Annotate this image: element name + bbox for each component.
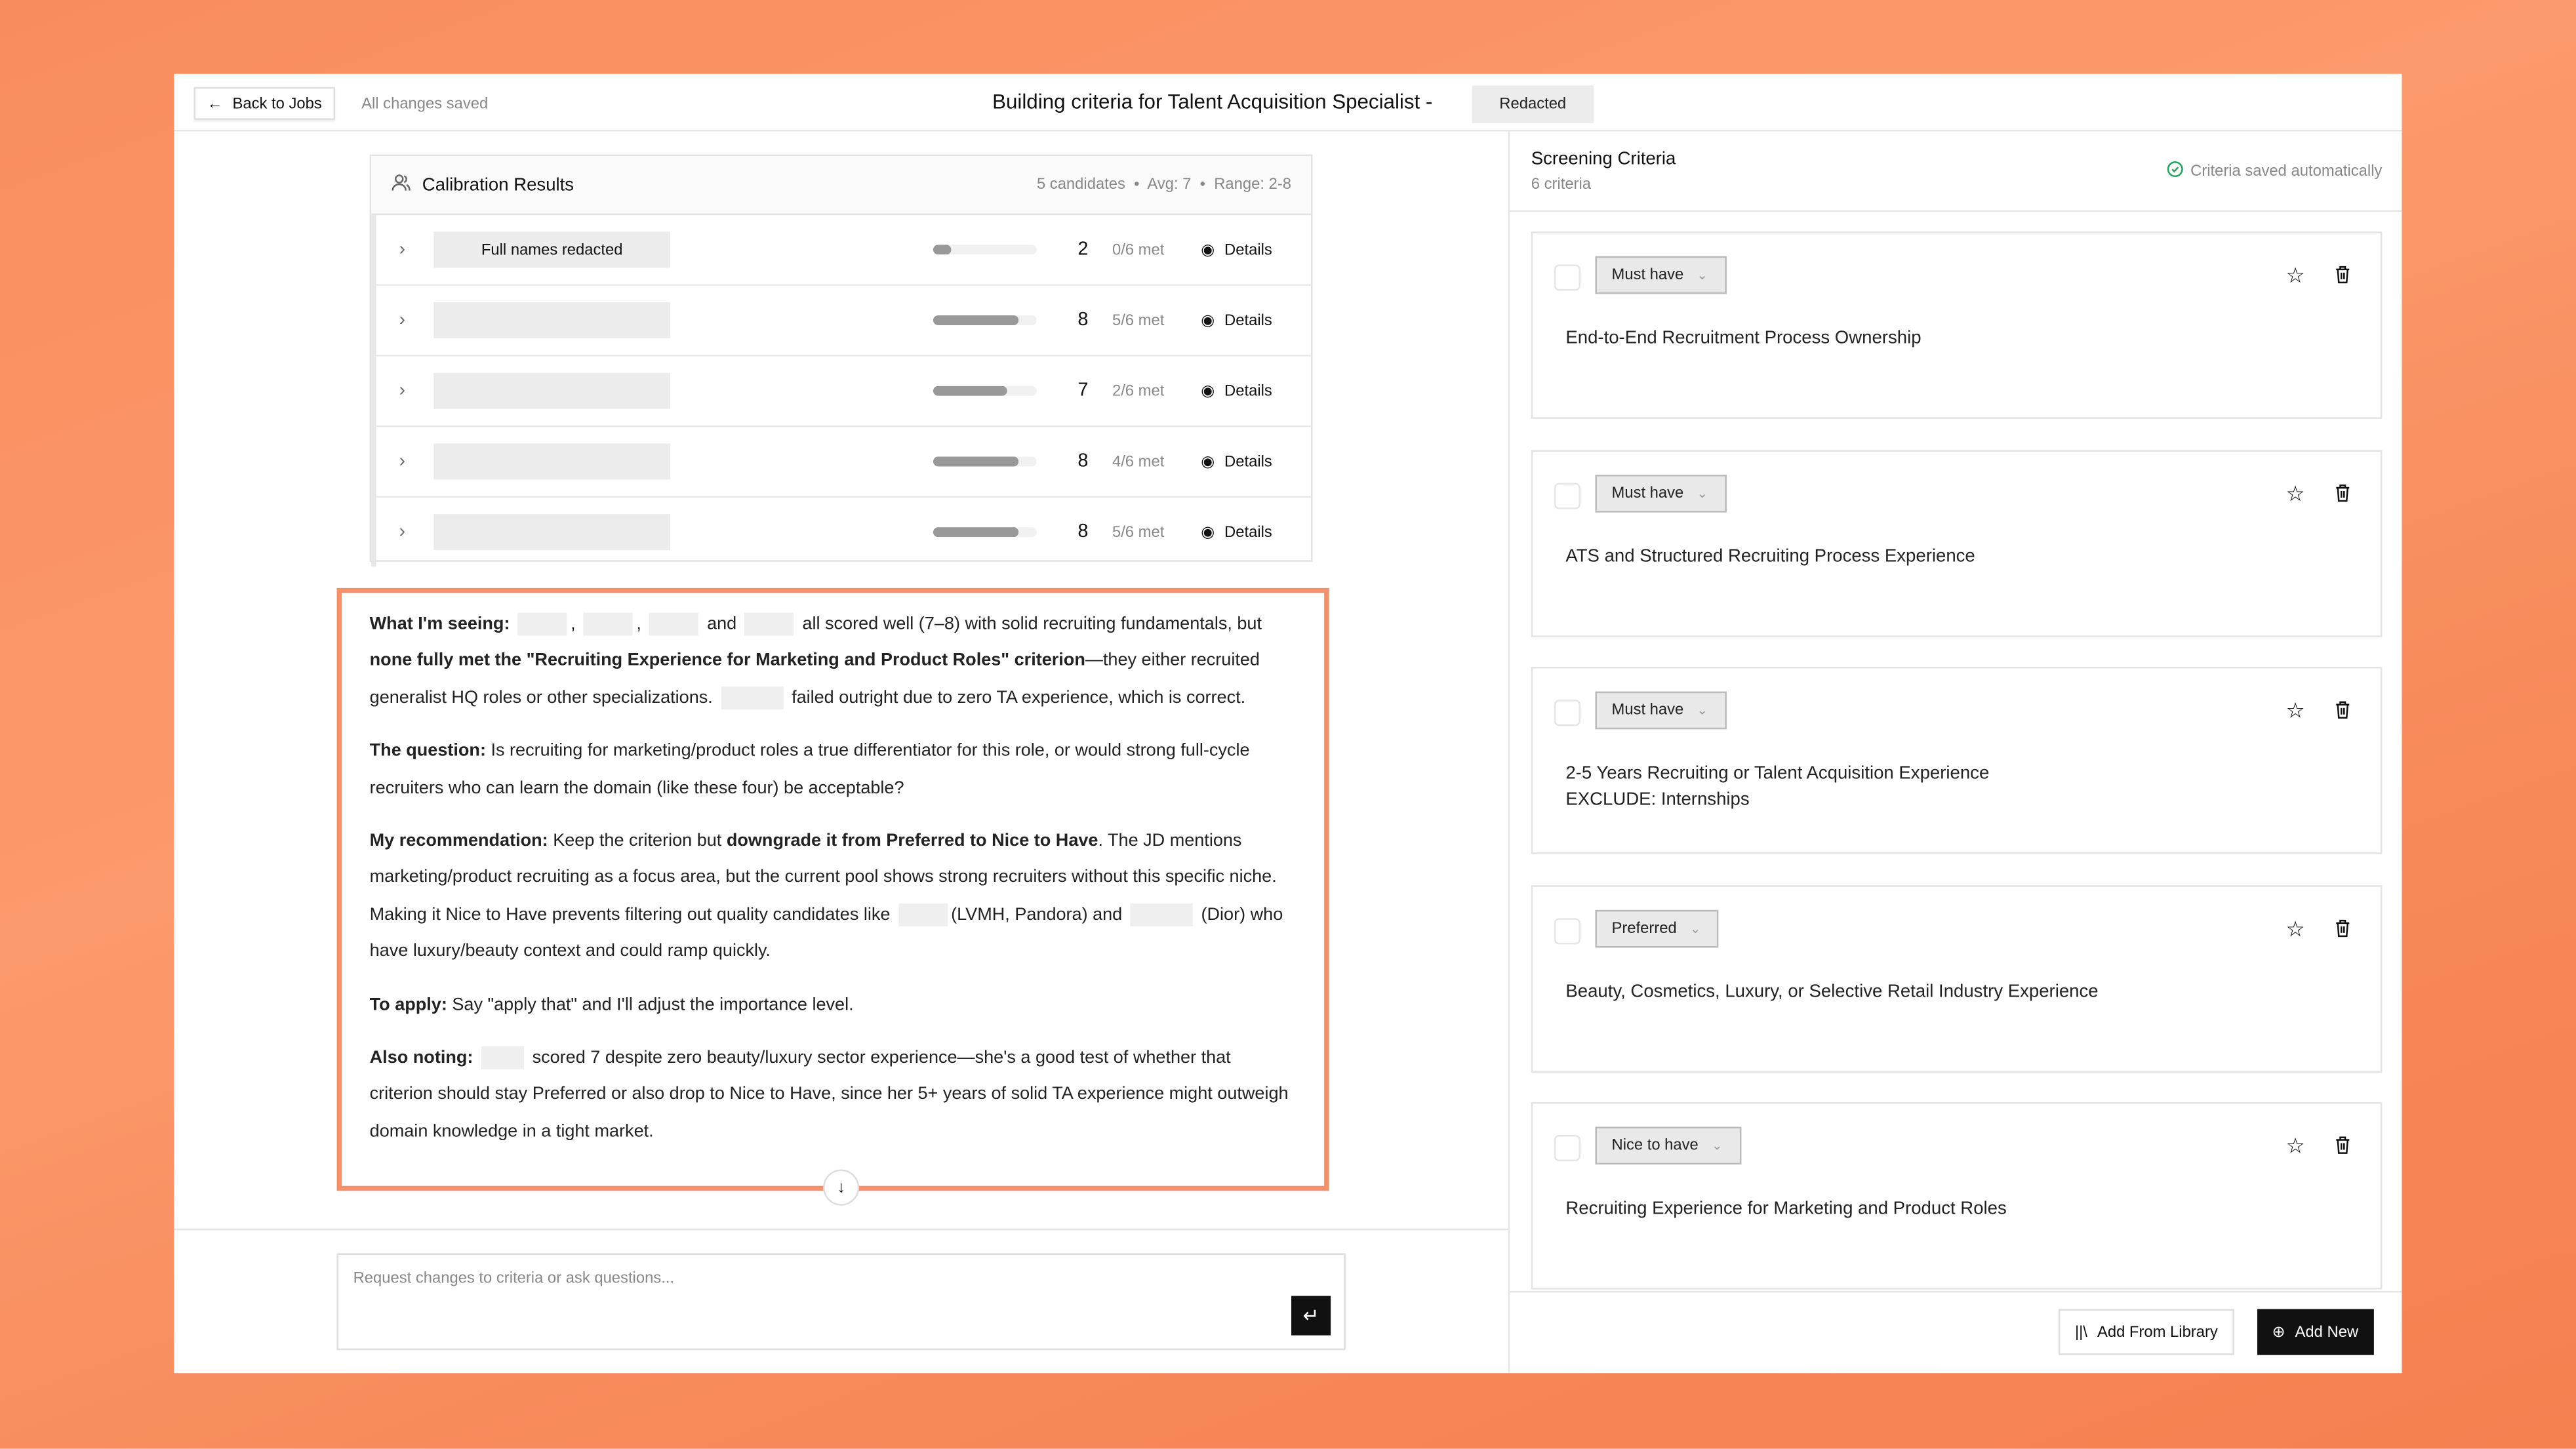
back-label: Back to Jobs	[232, 94, 322, 113]
details-label: Details	[1224, 311, 1272, 330]
criteria-pane	[1510, 131, 2402, 1373]
auto-save-label: Criteria saved automatically	[2190, 163, 2383, 181]
criteria-title: Screening Criteria	[1531, 149, 1676, 170]
redacted-name	[518, 613, 567, 636]
criterion-card	[1531, 884, 2383, 1072]
candidate-name-redacted	[433, 514, 670, 550]
eye-icon: ◉	[1201, 523, 1215, 542]
trash-icon[interactable]	[2335, 481, 2351, 510]
send-button[interactable]	[1291, 1296, 1331, 1336]
trash-icon[interactable]	[2335, 263, 2351, 292]
text: scored 7 despite zero beauty/luxury sector experience—she's a good test of whether that criterion should stay Preferred or also drop to Nice to Have, since her 5+ years of solid TA experience might outweigh domain knowledge in a tight market.	[369, 1048, 1289, 1141]
candidate-row[interactable]	[371, 427, 1311, 498]
importance-dropdown[interactable]	[1595, 692, 1725, 730]
text: Say "apply that" and I'll adjust the importance level.	[452, 995, 854, 1015]
page-title: Building criteria for Talent Acquisition Specialist -	[992, 90, 1433, 113]
details-label: Details	[1224, 240, 1272, 259]
add-from-library-button[interactable]	[2059, 1309, 2234, 1355]
eye-icon: ◉	[1201, 452, 1215, 471]
text: and	[707, 614, 737, 634]
importance-dropdown[interactable]	[1595, 256, 1725, 294]
chevron-down-icon: ⌄	[1697, 703, 1708, 718]
chevron-down-icon: ⌄	[1697, 485, 1708, 500]
score-bar-fill	[933, 456, 1018, 466]
score-bar	[933, 456, 1037, 466]
candidate-count: 5 candidates	[1036, 176, 1125, 194]
criterion-checkbox[interactable]	[1554, 482, 1580, 508]
candidate-score: 8	[1077, 522, 1089, 542]
arrow-down-icon: ↓	[837, 1178, 845, 1197]
text: none fully met the "Recruiting Experience for Marketing and Product Roles" criterion	[369, 651, 1085, 671]
redacted-name	[481, 1046, 524, 1069]
candidate-score: 7	[1077, 381, 1089, 401]
criteria-met: 5/6 met	[1112, 311, 1165, 330]
candidate-row[interactable]	[371, 286, 1311, 357]
arrow-left-icon: ←	[207, 94, 223, 113]
title-redacted-badge: Redacted	[1472, 85, 1594, 123]
criterion-card	[1531, 231, 2383, 419]
criterion-text[interactable]	[1565, 1196, 2006, 1222]
criterion-checkbox[interactable]	[1554, 1135, 1580, 1161]
chevron-down-icon: ⌄	[1689, 921, 1701, 936]
text: failed outright due to zero TA experience, which is correct.	[792, 688, 1246, 708]
importance-value: Preferred	[1611, 919, 1677, 938]
eye-icon: ◉	[1201, 240, 1215, 259]
score-bar-fill	[933, 245, 952, 254]
star-icon[interactable]: ☆	[2285, 1133, 2305, 1159]
importance-dropdown[interactable]	[1595, 909, 1719, 947]
criterion-title: End-to-End Recruitment Process Ownership	[1565, 328, 1922, 349]
eye-icon: ◉	[1201, 311, 1215, 330]
trash-icon[interactable]	[2335, 698, 2351, 728]
criterion-card	[1531, 449, 2383, 637]
candidate-name-redacted	[433, 302, 670, 338]
star-icon[interactable]: ☆	[2285, 915, 2305, 941]
score-bar	[933, 386, 1037, 396]
chat-pane	[174, 131, 1510, 1373]
chevron-right-icon[interactable]: ›	[399, 522, 405, 542]
importance-dropdown[interactable]	[1595, 474, 1725, 512]
label: Also noting:	[369, 1048, 473, 1068]
text: . The JD mentions marketing/product recruiting as a focus area, but the current pool shows strong recruiters without this specific niche. Making it Nice to Have prevents filtering out quality candidates like	[369, 831, 1277, 924]
text: (Dior) who have luxury/beauty context and could ramp quickly.	[369, 904, 1283, 962]
text: Keep the criterion but	[553, 831, 722, 851]
criterion-title: ATS and Structured Recruiting Process Experience	[1565, 546, 1975, 566]
calibration-header	[371, 156, 1311, 215]
criterion-checkbox[interactable]	[1554, 917, 1580, 943]
text: (LVMH, Pandora) and	[951, 904, 1123, 924]
criterion-title: Beauty, Cosmetics, Luxury, or Selective Retail Industry Experience	[1565, 981, 2099, 1001]
criterion-text[interactable]	[1565, 761, 1989, 813]
eye-icon: ◉	[1201, 382, 1215, 400]
save-status: All changes saved	[361, 95, 489, 113]
calibration-results-card	[370, 154, 1313, 561]
score-bar-fill	[933, 315, 1018, 325]
candidate-name-redacted	[433, 373, 670, 409]
criterion-text[interactable]	[1565, 325, 1921, 351]
library-icon: ||\	[2074, 1322, 2087, 1341]
users-icon	[391, 173, 411, 196]
score-bar	[933, 315, 1037, 325]
add-new-button[interactable]	[2257, 1309, 2373, 1355]
importance-value: Nice to have	[1611, 1136, 1699, 1155]
top-bar	[174, 74, 2402, 132]
details-button[interactable]	[1201, 241, 1272, 259]
label: Add New	[2295, 1322, 2359, 1341]
redacted-name	[745, 613, 794, 636]
assistant-message: What I'm seeing: , , and all scored well (7–8) with solid recruiting fundamentals, but none fully met the "Recruiting Experience for Marketing and Product Roles" criterion—they either recruited generalist HQ roles or other specializations. failed outright due to zero TA experience, which is correct. The question: Is recruiting for marketing/product roles a true differentiator for this role, or would strong full-cycle recruiters who can learn the domain (like these four) be acceptable? My recommendation: Keep the criterion but downgrade it from Preferred to Nice to Have. The JD mentions marketing/product recruiting as a focus area, but the current pool shows strong recruiters without this specific niche. Making it Nice to Have prevents filtering out quality candidates like (LVMH, Pandora) and (Dior) who have luxury/beauty context and could ramp quickly. To apply: Say "apply that" and I'll adjust the importance level. Also noting: scored 7 despite zero beauty/luxury sector experience—she's a good test of whether that criterion should stay Preferred or also drop to Nice to Have, since her 5+ years of solid TA experience might outweigh domain knowledge in a tight market.	[337, 588, 1329, 1191]
chevron-right-icon[interactable]: ›	[399, 451, 405, 471]
chevron-down-icon: ⌄	[1711, 1138, 1723, 1153]
score-range: Range: 2-8	[1214, 176, 1292, 194]
criterion-note: EXCLUDE: Internships	[1565, 789, 1750, 810]
importance-value: Must have	[1611, 701, 1684, 720]
score-bar-fill	[933, 527, 1018, 537]
criteria-header	[1510, 131, 2402, 212]
app-window	[174, 74, 2402, 1374]
details-button[interactable]	[1201, 452, 1272, 471]
plus-circle-icon: ⊕	[2272, 1322, 2285, 1341]
avg-score: Avg: 7	[1147, 176, 1192, 194]
criteria-met: 0/6 met	[1112, 240, 1165, 259]
importance-value: Must have	[1611, 266, 1684, 285]
criterion-text[interactable]	[1565, 978, 2098, 1004]
candidate-score: 8	[1077, 451, 1089, 471]
scroll-down-button[interactable]	[823, 1170, 859, 1206]
criteria-met: 2/6 met	[1112, 382, 1165, 400]
criteria-met: 5/6 met	[1112, 523, 1165, 542]
star-icon[interactable]: ☆	[2285, 262, 2305, 288]
check-circle-icon	[2167, 161, 2184, 182]
label: My recommendation:	[369, 831, 548, 851]
criterion-title: Recruiting Experience for Marketing and Product Roles	[1565, 1199, 2007, 1219]
candidate-row[interactable]	[371, 357, 1311, 427]
criterion-card	[1531, 1102, 2383, 1290]
candidate-name-redacted: Full names redacted	[433, 231, 670, 268]
label: To apply:	[369, 995, 447, 1015]
text: —they either recruited generalist HQ roles or other specializations.	[369, 651, 1260, 708]
candidate-row[interactable]	[371, 215, 1311, 286]
enter-icon: ↵	[1302, 1304, 1319, 1328]
importance-value: Must have	[1611, 483, 1684, 502]
calibration-stats: 5 candidates • Avg: 7 • Range: 2-8	[1036, 176, 1292, 194]
auto-save-status	[2167, 161, 2382, 182]
details-button[interactable]	[1201, 311, 1272, 330]
chat-placeholder: Request changes to criteria or ask questions...	[353, 1269, 675, 1288]
redacted-name	[898, 903, 948, 926]
trash-icon[interactable]	[2335, 1134, 2351, 1163]
trash-icon[interactable]	[2335, 916, 2351, 945]
criteria-count: 6 criteria	[1531, 176, 1592, 194]
candidate-name-redacted	[433, 443, 670, 479]
candidate-score: 2	[1077, 239, 1089, 260]
criterion-checkbox[interactable]	[1554, 700, 1580, 726]
label: Add From Library	[2097, 1322, 2218, 1341]
redacted-name	[649, 613, 698, 636]
chevron-right-icon[interactable]: ›	[399, 239, 405, 260]
text: downgrade it from Preferred to Nice to Have	[726, 831, 1098, 851]
redacted-name	[584, 613, 633, 636]
label: What I'm seeing:	[369, 614, 510, 634]
score-bar	[933, 527, 1037, 537]
details-button[interactable]	[1201, 382, 1272, 400]
chevron-right-icon[interactable]: ›	[399, 310, 405, 330]
chevron-right-icon[interactable]: ›	[399, 381, 405, 401]
importance-dropdown[interactable]	[1595, 1126, 1741, 1164]
criteria-met: 4/6 met	[1112, 452, 1165, 471]
star-icon[interactable]: ☆	[2285, 480, 2305, 506]
criteria-footer	[1510, 1291, 2402, 1375]
criterion-text[interactable]	[1565, 543, 1975, 569]
calibration-title: Calibration Results	[422, 174, 574, 195]
score-bar	[933, 245, 1037, 254]
back-to-jobs-button[interactable]	[194, 87, 335, 120]
details-label: Details	[1224, 382, 1272, 400]
redacted-name	[721, 686, 783, 709]
candidate-row[interactable]	[371, 498, 1311, 566]
divider	[174, 1229, 1508, 1231]
score-bar-fill	[933, 386, 1008, 396]
chevron-down-icon: ⌄	[1697, 268, 1708, 283]
star-icon[interactable]: ☆	[2285, 698, 2305, 723]
label: The question:	[369, 741, 486, 761]
text: Is recruiting for marketing/product roles a true differentiator for this role, or would strong full-cycle recruiters who can learn the domain (like these four) be acceptable?	[369, 741, 1250, 798]
text: all scored well (7–8) with solid recruiting fundamentals, but	[802, 614, 1262, 634]
details-label: Details	[1224, 452, 1272, 471]
chat-input[interactable]	[337, 1253, 1346, 1350]
criterion-title: 2-5 Years Recruiting or Talent Acquisition Experience	[1565, 763, 1990, 784]
details-button[interactable]	[1201, 523, 1272, 542]
redacted-name	[1131, 903, 1193, 926]
criterion-card	[1531, 667, 2383, 854]
criterion-checkbox[interactable]	[1554, 264, 1580, 290]
details-label: Details	[1224, 523, 1272, 542]
candidate-score: 8	[1077, 310, 1089, 330]
